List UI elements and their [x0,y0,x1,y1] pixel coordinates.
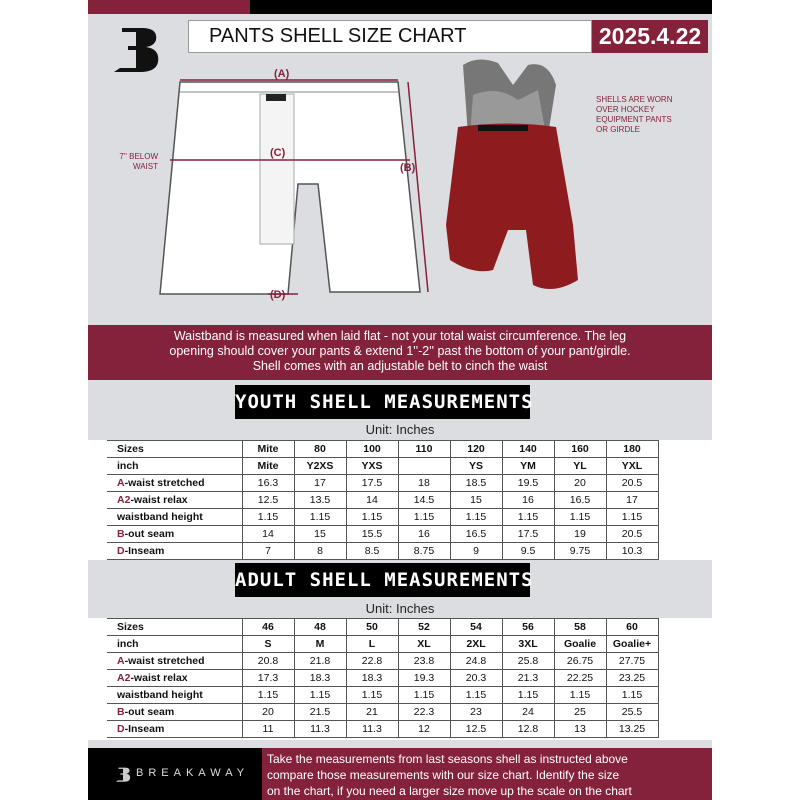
measure-name: Sizes [117,442,144,455]
table-cell: 1.15 [346,509,398,526]
table-cell: 8.5 [346,543,398,560]
table-cell: 18 [398,475,450,492]
row-label [107,653,242,670]
table-cell: 19 [554,526,606,543]
table-cell: 23 [450,704,502,721]
table-row [107,653,658,670]
table-cell: XL [398,636,450,653]
table-cell: 19.5 [502,475,554,492]
table-cell: Goalie [554,636,606,653]
table-cell: YS [450,458,502,475]
table-cell: 1.15 [294,687,346,704]
table-cell: 16 [398,526,450,543]
measure-name: -waist relax [130,671,188,684]
table-cell: 1.15 [450,509,502,526]
table-cell: 17.5 [502,526,554,543]
measure-name: waistband height [117,688,203,701]
table-row [107,441,658,458]
table-cell: 50 [346,619,398,636]
date-badge: 2025.4.22 [592,20,708,53]
table-cell: YM [502,458,554,475]
banner-line: Waistband is measured when laid flat - not your total waist circumference. The leg [173,329,627,343]
youth-unit: Unit: Inches [365,422,435,437]
row-label [107,441,242,458]
table-cell: 13 [554,721,606,738]
table-row [107,475,658,492]
banner-line: opening should cover your pants & extend 1''-2'' past the bottom of your pant/girdle. [169,344,631,358]
measure-key: B [117,527,125,540]
measure-key: D [117,544,125,557]
table-cell: 15 [450,492,502,509]
table-cell: 25.8 [502,653,554,670]
table-cell: 21 [346,704,398,721]
top-bar-accent [88,0,250,14]
table-cell: 16.5 [554,492,606,509]
table-cell: 16.5 [450,526,502,543]
banner-line: Shell comes with an adjustable belt to cinch the waist [252,359,548,373]
row-label [107,458,242,475]
table-cell: S [242,636,294,653]
table-cell: 1.15 [502,687,554,704]
table-cell: 18.3 [294,670,346,687]
table-cell: 16 [502,492,554,509]
table-cell: 17.5 [346,475,398,492]
measure-name: inch [117,459,139,472]
measure-name: -out seam [124,527,175,540]
measure-name: -Inseam [124,544,165,557]
table-cell: 12.5 [242,492,294,509]
row-label [107,526,242,543]
shell-note: SHELLS ARE WORN [596,95,673,104]
table-cell: 9.5 [502,543,554,560]
footer-logo [114,760,132,788]
table-row [107,526,658,543]
table-cell: 9.75 [554,543,606,560]
table-cell: M [294,636,346,653]
table-cell: 14 [242,526,294,543]
table-cell: 8.75 [398,543,450,560]
row-label [107,492,242,509]
table-cell: 1.15 [606,509,658,526]
table-cell: 22.3 [398,704,450,721]
table-cell: 20 [554,475,606,492]
size-chart-page [88,0,712,800]
table-cell: 20.8 [242,653,294,670]
table-cell [398,458,450,475]
table-cell: 1.15 [398,509,450,526]
table-cell: 1.15 [242,509,294,526]
table-cell: 20.3 [450,670,502,687]
table-cell: Y2XS [294,458,346,475]
adult-section-title: ADULT SHELL MEASUREMENTS [235,563,530,597]
table-cell: 15.5 [346,526,398,543]
table-cell: 19.3 [398,670,450,687]
table-row [107,721,658,738]
table-cell: 11.3 [346,721,398,738]
table-cell: 1.15 [606,687,658,704]
table-cell: 10.3 [606,543,658,560]
table-cell: 1.15 [554,687,606,704]
table-row [107,687,658,704]
table-cell: 13.5 [294,492,346,509]
below-waist-note: WAIST [132,162,158,171]
table-row [107,492,658,509]
table-cell: 54 [450,619,502,636]
table-cell: 180 [606,441,658,458]
table-cell: 120 [450,441,502,458]
table-cell: 14 [346,492,398,509]
table-cell: 80 [294,441,346,458]
measure-key: A2 [117,671,131,684]
adult-size-table [107,618,659,738]
row-label [107,475,242,492]
table-cell: 18.3 [346,670,398,687]
table-cell: 16.3 [242,475,294,492]
table-cell: 2XL [450,636,502,653]
table-cell: 24 [502,704,554,721]
instructions-banner [88,325,712,380]
table-cell: 17 [294,475,346,492]
table-row [107,543,658,560]
measure-name: -out seam [124,705,175,718]
footer-line: Take the measurements from last seasons shell as instructed above [267,752,628,766]
table-cell: 20.5 [606,475,658,492]
table-cell: 21.8 [294,653,346,670]
measure-key: B [117,705,125,718]
table-cell: 25.5 [606,704,658,721]
table-cell: YXL [606,458,658,475]
measure-name: Sizes [117,620,144,633]
table-cell: 1.15 [502,509,554,526]
table-cell: 1.15 [450,687,502,704]
table-cell: 160 [554,441,606,458]
table-cell: 13.25 [606,721,658,738]
table-row [107,636,658,653]
table-cell: 21.3 [502,670,554,687]
measure-name: waistband height [117,510,203,523]
footer-line: compare those measurements with our size chart. Identify the size [267,768,620,782]
top-bar [250,0,712,14]
shell-note: OR GIRDLE [596,125,641,134]
brand-name: BREAKAWAY [136,767,250,779]
table-cell: 17 [606,492,658,509]
table-cell: 27.75 [606,653,658,670]
table-cell: 7 [242,543,294,560]
footer-line: on the chart, if you need a larger size move up the scale on the chart [267,784,632,798]
table-cell: 17.3 [242,670,294,687]
label-b: (B) [400,162,416,174]
measure-name: inch [117,637,139,650]
table-row [107,704,658,721]
table-row [107,670,658,687]
table-cell: 23.8 [398,653,450,670]
table-cell: 58 [554,619,606,636]
table-cell: 22.25 [554,670,606,687]
table-cell: 18.5 [450,475,502,492]
adult-unit: Unit: Inches [365,601,435,616]
youth-size-table [107,440,659,560]
table-cell: 21.5 [294,704,346,721]
page-title: PANTS SHELL SIZE CHART [188,20,592,53]
measure-name: -waist stretched [124,476,205,489]
table-cell: 1.15 [294,509,346,526]
table-cell: L [346,636,398,653]
measure-key: D [117,722,125,735]
table-cell: 110 [398,441,450,458]
row-label [107,670,242,687]
table-cell: 100 [346,441,398,458]
table-cell: 26.75 [554,653,606,670]
footer-instructions [262,748,712,800]
table-cell: Mite [242,441,294,458]
table-cell: 3XL [502,636,554,653]
table-cell: 11 [242,721,294,738]
measure-name: -Inseam [124,722,165,735]
table-cell: Mite [242,458,294,475]
measure-key: A [117,654,125,667]
table-cell: 23.25 [606,670,658,687]
table-cell: 60 [606,619,658,636]
table-cell: YXS [346,458,398,475]
table-cell: 11.3 [294,721,346,738]
table-cell: 24.8 [450,653,502,670]
pants-photo [438,55,588,315]
row-label [107,619,242,636]
table-cell: 1.15 [346,687,398,704]
youth-section-title: YOUTH SHELL MEASUREMENTS [235,385,530,419]
row-label [107,687,242,704]
table-cell: 15 [294,526,346,543]
table-cell: Goalie+ [606,636,658,653]
table-cell: 1.15 [554,509,606,526]
pants-diagram [148,62,438,312]
table-cell: 22.8 [346,653,398,670]
table-row [107,458,658,475]
table-cell: 1.15 [242,687,294,704]
table-cell: 25 [554,704,606,721]
label-d: (D) [270,289,286,301]
measure-key: A2 [117,493,131,506]
table-cell: 9 [450,543,502,560]
label-a: (A) [274,68,290,80]
row-label [107,543,242,560]
table-cell: 46 [242,619,294,636]
below-waist-note: 7'' BELOW [119,152,158,161]
table-cell: 12.5 [450,721,502,738]
table-cell: 12 [398,721,450,738]
measure-name: -waist relax [130,493,188,506]
table-cell: 56 [502,619,554,636]
shell-note: EQUIPMENT PANTS [596,115,672,124]
measure-key: A [117,476,125,489]
row-label [107,704,242,721]
row-label [107,509,242,526]
table-cell: 14.5 [398,492,450,509]
table-cell: 140 [502,441,554,458]
table-cell: 20.5 [606,526,658,543]
table-cell: 12.8 [502,721,554,738]
table-cell: 8 [294,543,346,560]
measure-name: -waist stretched [124,654,205,667]
table-cell: 20 [242,704,294,721]
row-label [107,636,242,653]
table-cell: 1.15 [398,687,450,704]
table-cell: YL [554,458,606,475]
label-c: (C) [270,147,286,159]
table-cell: 52 [398,619,450,636]
table-row [107,509,658,526]
table-cell: 48 [294,619,346,636]
row-label [107,721,242,738]
shell-note: OVER HOCKEY [596,105,655,114]
table-row [107,619,658,636]
